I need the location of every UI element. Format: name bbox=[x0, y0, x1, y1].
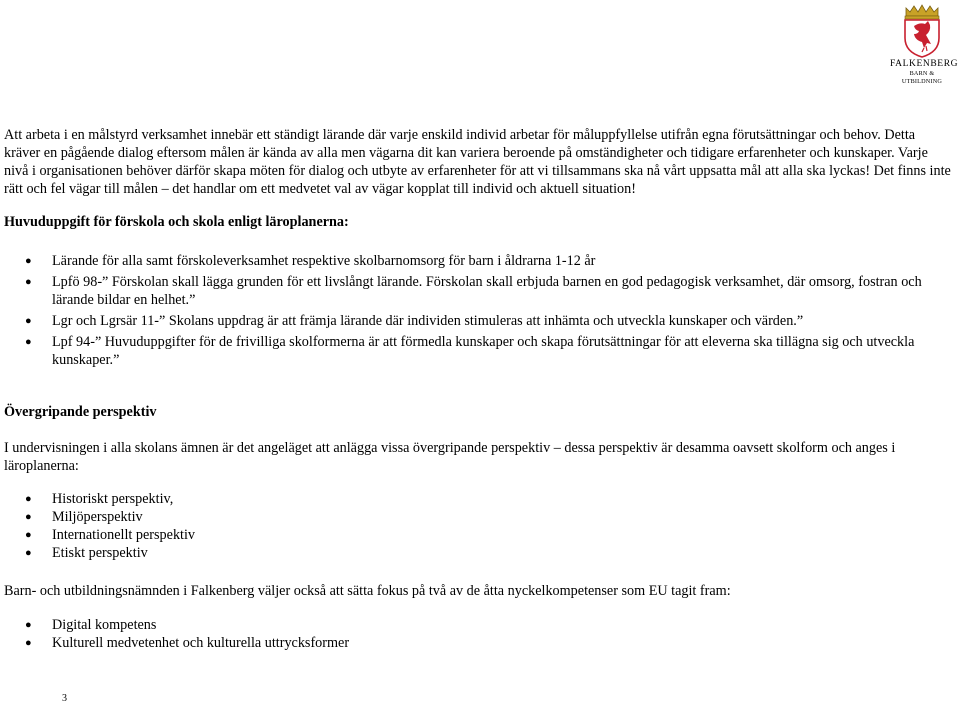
list-item: ● Miljöperspektiv bbox=[4, 508, 954, 526]
list-item: ● Kulturell medvetenhet och kulturella uttrycksformer bbox=[4, 634, 954, 652]
logo-sub-text: BARN & UTBILDNING bbox=[901, 70, 943, 85]
list-item: ● Lpf 94-” Huvuduppgifter för de frivilliga skolformerna är att förmedla kunskaper och skapa förutsättningar för att eleverna ska tillägna sig och utveckla kunskaper.” bbox=[4, 333, 954, 369]
list-item: ● Etiskt perspektiv bbox=[4, 544, 954, 562]
list-item: ● Digital kompetens bbox=[4, 616, 954, 634]
list-item: ● Internationellt perspektiv bbox=[4, 526, 954, 544]
logo-brand-text: FALKENBERG bbox=[890, 59, 959, 69]
falkenberg-logo bbox=[890, 4, 959, 85]
intro-paragraph: Att arbeta i en målstyrd verksamhet innebär ett ständigt lärande där varje enskild individ arbetar för måluppfyllelse utifrån egna förutsättningar och behov. Detta kräver en pågående dialog eftersom målen är kända av alla men vägarna dit kan variera beroende på omständigheter och tidigare erfarenheter och kunskaper. Varje nivå i organisationen behöver därför skapa möten för dialog och utbyte av erfarenheter för att vi tillsammans ska nå vårt uppsatta mål att alla ska lyckas! Det finns inte rätt och fel vägar till målen – det handlar om ett medvetet val av vägar kopplat till individ och aktuell situation! bbox=[4, 127, 951, 197]
main-task-heading: Huvuduppgift för förskola och skola enligt läroplanerna: bbox=[4, 214, 349, 230]
key-competences-list bbox=[4, 616, 954, 652]
list-item: ● Historiskt perspektiv, bbox=[4, 490, 954, 508]
list-item: ● Lärande för alla samt förskoleverksamhet respektive skolbarnomsorg för barn i åldrarna 1-12 år bbox=[4, 252, 954, 270]
main-task-list bbox=[4, 252, 954, 372]
list-item: ● Lgr och Lgrsär 11-” Skolans uppdrag är att främja lärande där individen stimuleras att inhämta och utveckla kunskaper och värden.” bbox=[4, 312, 954, 330]
perspectives-list bbox=[4, 490, 954, 562]
perspectives-heading: Övergripande perspektiv bbox=[4, 404, 157, 420]
perspectives-paragraph: I undervisningen i alla skolans ämnen är det angeläget att anlägga vissa övergripande perspektiv – dessa perspektiv är desamma oavsett skolform och anges i läroplanerna: bbox=[4, 440, 896, 474]
coat-of-arms-icon bbox=[900, 4, 944, 58]
key-competences-paragraph: Barn- och utbildningsnämnden i Falkenberg väljer också att sätta fokus på två av de åtta nyckelkompetenser som EU tagit fram: bbox=[4, 583, 731, 599]
list-item: ● Lpfö 98-” Förskolan skall lägga grunden för ett livslångt lärande. Förskolan skall erbjuda barnen en god pedagogisk verksamhet, där omsorg, fostran och lärande bildar en helhet.” bbox=[4, 273, 954, 309]
page-number: 3 bbox=[62, 693, 67, 704]
